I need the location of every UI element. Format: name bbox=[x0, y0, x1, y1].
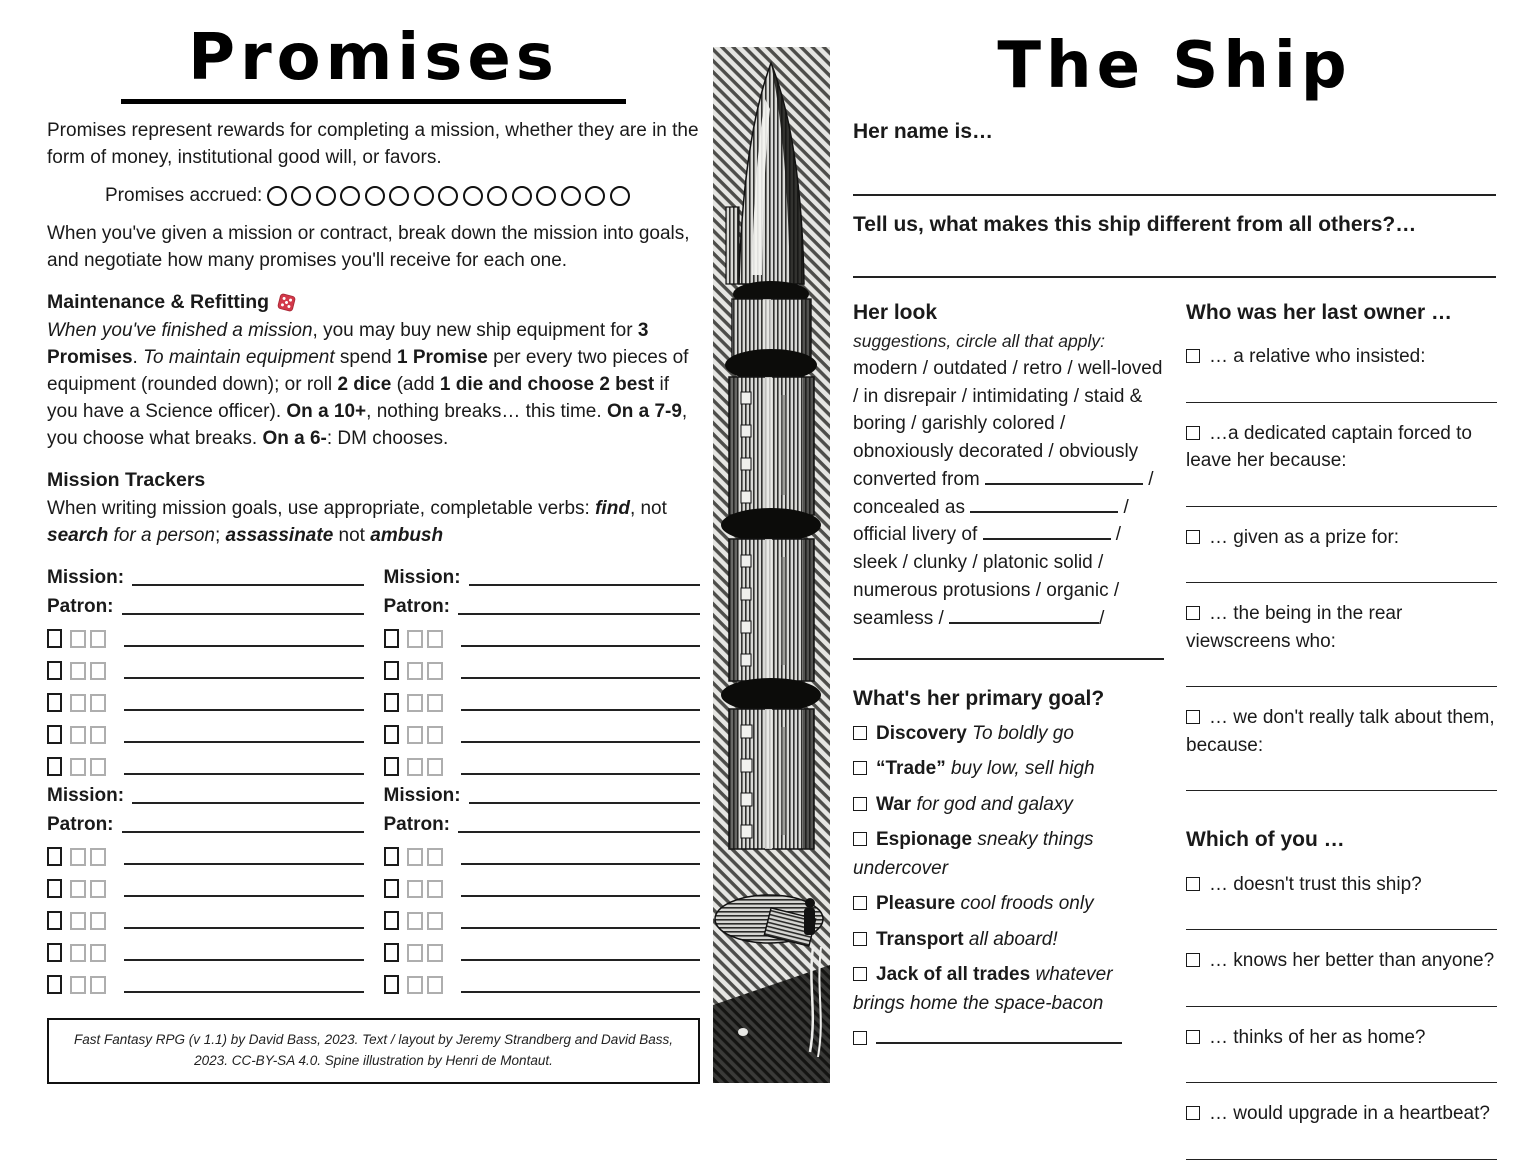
goal-checkbox[interactable] bbox=[47, 661, 62, 680]
promise-checkbox[interactable] bbox=[427, 976, 443, 994]
mission-block bbox=[47, 560, 364, 778]
mission-breakdown-text: When you've given a mission or contract, break down the mission into goals, and negotiate how many promises you'll receive for each one. bbox=[47, 223, 690, 272]
goal-field[interactable] bbox=[461, 895, 701, 897]
promise-checkbox[interactable] bbox=[90, 630, 106, 648]
patron-label-row: Patron: bbox=[47, 589, 364, 618]
goal-field[interactable] bbox=[461, 991, 701, 993]
mission-block bbox=[47, 778, 364, 996]
goal-row bbox=[384, 836, 701, 868]
promise-checkbox[interactable] bbox=[407, 694, 423, 712]
goal-row bbox=[384, 650, 701, 682]
which-of-you-field[interactable] bbox=[1186, 1006, 1497, 1007]
goal-option-checkbox[interactable] bbox=[853, 761, 867, 775]
mission-block bbox=[384, 778, 701, 996]
patron-label-row: Patron: bbox=[384, 589, 701, 618]
ship-left-column bbox=[853, 300, 1164, 1054]
goal-field[interactable] bbox=[461, 863, 701, 865]
goal-option-checkbox[interactable] bbox=[853, 967, 867, 981]
credits-footer: Fast Fantasy RPG (v 1.1) by David Bass, 2023. Text / layout by Jeremy Strandberg and David Bass, 2023. CC-BY-SA 4.0. Spine illustration by Henri de Montaut. bbox=[47, 1018, 700, 1084]
promise-checkbox[interactable] bbox=[407, 630, 423, 648]
goal-option: War for god and galaxy bbox=[853, 791, 1164, 820]
goal-checkbox[interactable] bbox=[47, 693, 62, 712]
promise-circle[interactable] bbox=[585, 186, 605, 206]
goal-option: Espionage sneaky things undercover bbox=[853, 829, 1094, 879]
goal-checkbox[interactable] bbox=[384, 693, 399, 712]
red-die-icon bbox=[276, 292, 297, 313]
last-owner-checkbox[interactable] bbox=[1186, 530, 1200, 544]
promise-checkbox[interactable] bbox=[70, 944, 86, 962]
promise-checkbox[interactable] bbox=[427, 630, 443, 648]
patron-field[interactable] bbox=[458, 613, 700, 615]
goal-row bbox=[47, 650, 364, 682]
ship-right-column bbox=[1186, 300, 1497, 1160]
maintenance-body: When you've finished a mission, you may buy new ship equipment for 3 Promises. To maintain equipment spend 1 Promise per every two pieces of equipment (rounded down); or roll 2 dice (add 1 die and choose 2 best if you have a Science officer). On a 10+, nothing breaks… this time. On a 7-9, you choose what breaks. On a 6-: DM chooses. bbox=[47, 320, 689, 450]
promise-checkbox[interactable] bbox=[427, 694, 443, 712]
promises-title: Promises bbox=[188, 21, 559, 95]
promise-checkbox[interactable] bbox=[407, 880, 423, 898]
goal-option-checkbox[interactable] bbox=[853, 932, 867, 946]
goal-row bbox=[384, 618, 701, 650]
promise-checkbox[interactable] bbox=[90, 726, 106, 744]
last-owner-item: … a relative who insisted: bbox=[1186, 343, 1497, 371]
promise-circle[interactable] bbox=[267, 186, 287, 206]
goal-option: Pleasure cool froods only bbox=[853, 890, 1164, 919]
promise-checkbox[interactable] bbox=[427, 944, 443, 962]
which-of-you-field[interactable] bbox=[1186, 929, 1497, 930]
goal-checkbox[interactable] bbox=[47, 629, 62, 648]
goal-option-checkbox[interactable] bbox=[853, 832, 867, 846]
goal-field[interactable] bbox=[124, 741, 364, 743]
last-owner-field[interactable] bbox=[1186, 582, 1497, 583]
ship-title: The Ship bbox=[997, 29, 1352, 103]
last-owner-item: … the being in the rear viewscreens who: bbox=[1186, 603, 1403, 652]
goal-checkbox[interactable] bbox=[47, 757, 62, 776]
patron-field[interactable] bbox=[122, 613, 364, 615]
promise-checkbox[interactable] bbox=[407, 976, 423, 994]
goal-row bbox=[384, 964, 701, 996]
goal-option: Jack of all trades whatever brings home the space-bacon bbox=[853, 964, 1113, 1014]
goal-checkbox[interactable] bbox=[384, 943, 399, 962]
goal-row bbox=[384, 714, 701, 746]
promises-accrued-row bbox=[47, 185, 700, 207]
last-owner-checkbox[interactable] bbox=[1186, 710, 1200, 724]
mission-field[interactable] bbox=[469, 584, 700, 586]
goal-checkbox[interactable] bbox=[47, 725, 62, 744]
promise-checkbox[interactable] bbox=[407, 726, 423, 744]
goal-field[interactable] bbox=[461, 677, 701, 679]
ship-columns bbox=[853, 300, 1496, 1160]
goal-checkbox[interactable] bbox=[384, 911, 399, 930]
promise-checkbox[interactable] bbox=[70, 630, 86, 648]
ship-page bbox=[853, 29, 1496, 1160]
promise-circle[interactable] bbox=[610, 186, 630, 206]
her-look-options[interactable]: modern / outdated / retro / well-loved / in disrepair / intimidating / staid & boring / garishly colored / obnoxiously decorated / obviously converted from / concealed as / official livery of / sleek / clunky / platonic solid / numerous protusions / organic / seamless / / bbox=[853, 358, 1163, 629]
goal-field[interactable] bbox=[461, 741, 701, 743]
different-label: Tell us, what makes this ship different from all others?… bbox=[853, 212, 1417, 236]
promise-circle[interactable] bbox=[487, 186, 507, 206]
last-owner-checkbox[interactable] bbox=[1186, 349, 1200, 363]
maintenance-heading-row bbox=[47, 291, 700, 314]
promise-checkbox[interactable] bbox=[427, 662, 443, 680]
which-of-you-item: … doesn't trust this ship? bbox=[1186, 871, 1497, 899]
which-of-you-checkbox[interactable] bbox=[1186, 1106, 1200, 1120]
promise-checkbox[interactable] bbox=[90, 944, 106, 962]
goal-checkbox[interactable] bbox=[47, 943, 62, 962]
goal-option-checkbox[interactable] bbox=[853, 726, 867, 740]
goal-checkbox[interactable] bbox=[384, 661, 399, 680]
promise-checkbox[interactable] bbox=[70, 662, 86, 680]
goal-checkbox[interactable] bbox=[384, 879, 399, 898]
goal-field[interactable] bbox=[124, 927, 364, 929]
her-look-heading: Her look bbox=[853, 300, 938, 324]
patron-field[interactable] bbox=[122, 831, 364, 833]
promises-intro: Promises represent rewards for completing a mission, whether they are in the form of money, institutional good will, or favors. bbox=[47, 120, 699, 169]
goal-row bbox=[47, 618, 364, 650]
promise-circle[interactable] bbox=[340, 186, 360, 206]
promise-checkbox[interactable] bbox=[427, 758, 443, 776]
goal-option: “Trade” buy low, sell high bbox=[853, 755, 1164, 784]
promises-accrued-label: Promises accrued: bbox=[105, 185, 263, 207]
promise-checkbox[interactable] bbox=[70, 694, 86, 712]
which-of-you-item: … would upgrade in a heartbeat? bbox=[1186, 1100, 1497, 1128]
goal-field[interactable] bbox=[124, 709, 364, 711]
promise-checkbox[interactable] bbox=[407, 758, 423, 776]
her-name-label: Her name is… bbox=[853, 120, 994, 144]
goal-checkbox[interactable] bbox=[384, 847, 399, 866]
mission-field[interactable] bbox=[132, 802, 363, 804]
promise-checkbox[interactable] bbox=[70, 848, 86, 866]
which-of-you-heading: Which of you … bbox=[1186, 828, 1345, 852]
goal-row bbox=[47, 964, 364, 996]
goal-row bbox=[384, 682, 701, 714]
goal-option-checkbox[interactable] bbox=[853, 1031, 867, 1045]
patron-label-row: Patron: bbox=[47, 807, 364, 836]
her-look-field[interactable] bbox=[853, 644, 1164, 660]
goal-option-checkbox[interactable] bbox=[853, 797, 867, 811]
goal-checkbox[interactable] bbox=[384, 975, 399, 994]
goal-option-writein bbox=[853, 1025, 1164, 1054]
last-owner-item: …a dedicated captain forced to leave her because: bbox=[1186, 422, 1473, 472]
promise-checkbox[interactable] bbox=[70, 726, 86, 744]
mission-label-row: Mission: bbox=[47, 778, 364, 807]
promise-checkbox[interactable] bbox=[407, 848, 423, 866]
her-look-subheading: suggestions, circle all that apply: bbox=[853, 331, 1105, 352]
goal-row bbox=[47, 746, 364, 778]
rocket-upper-collar bbox=[725, 299, 817, 381]
promise-checkbox[interactable] bbox=[407, 944, 423, 962]
last-owner-field[interactable] bbox=[1186, 506, 1497, 507]
title-underline bbox=[121, 99, 626, 104]
promise-circle[interactable] bbox=[365, 186, 385, 206]
promise-checkbox[interactable] bbox=[90, 662, 106, 680]
patron-label-row: Patron: bbox=[384, 807, 701, 836]
promises-page bbox=[47, 21, 700, 1084]
goal-writein-field[interactable] bbox=[876, 1029, 1122, 1044]
promise-checkbox[interactable] bbox=[427, 848, 443, 866]
goal-row bbox=[47, 932, 364, 964]
goal-row bbox=[47, 682, 364, 714]
mission-label-row: Mission: bbox=[47, 560, 364, 589]
goal-option: Transport all aboard! bbox=[853, 926, 1164, 955]
promise-checkbox[interactable] bbox=[427, 726, 443, 744]
goal-checkbox[interactable] bbox=[47, 847, 62, 866]
promise-circle[interactable] bbox=[316, 186, 336, 206]
promise-checkbox[interactable] bbox=[90, 694, 106, 712]
promise-checkbox[interactable] bbox=[407, 912, 423, 930]
promise-checkbox[interactable] bbox=[90, 976, 106, 994]
goal-row bbox=[384, 746, 701, 778]
goal-checkbox[interactable] bbox=[47, 879, 62, 898]
spine-illustration bbox=[713, 47, 830, 1083]
goal-checkbox[interactable] bbox=[47, 975, 62, 994]
different-field[interactable] bbox=[853, 238, 1496, 278]
goal-option: Discovery To boldly go bbox=[853, 720, 1164, 749]
mission-field[interactable] bbox=[132, 584, 363, 586]
rocket-body-segments bbox=[721, 377, 821, 849]
mission-field[interactable] bbox=[469, 802, 700, 804]
which-of-you-checkbox[interactable] bbox=[1186, 953, 1200, 967]
goal-field[interactable] bbox=[461, 927, 701, 929]
goal-row bbox=[47, 868, 364, 900]
last-owner-checkbox[interactable] bbox=[1186, 606, 1200, 620]
promise-checkbox[interactable] bbox=[90, 848, 106, 866]
goal-field[interactable] bbox=[461, 959, 701, 961]
promise-checkbox[interactable] bbox=[90, 758, 106, 776]
promise-circle[interactable] bbox=[463, 186, 483, 206]
promise-checkbox[interactable] bbox=[90, 880, 106, 898]
primary-goal-heading: What's her primary goal? bbox=[853, 687, 1105, 711]
goal-row bbox=[384, 900, 701, 932]
goal-field[interactable] bbox=[461, 709, 701, 711]
promise-circle[interactable] bbox=[512, 186, 532, 206]
which-of-you-field[interactable] bbox=[1186, 1082, 1497, 1083]
goal-row bbox=[47, 836, 364, 868]
goal-checkbox[interactable] bbox=[384, 757, 399, 776]
ship-name-field[interactable] bbox=[853, 146, 1496, 196]
mission-tracker-grid bbox=[47, 560, 700, 996]
which-of-you-item: … thinks of her as home? bbox=[1186, 1024, 1497, 1052]
goal-checkbox[interactable] bbox=[384, 725, 399, 744]
mission-block bbox=[384, 560, 701, 778]
promise-circles[interactable] bbox=[262, 186, 630, 206]
which-of-you-checkbox[interactable] bbox=[1186, 877, 1200, 891]
promise-checkbox[interactable] bbox=[407, 662, 423, 680]
mission-trackers-heading: Mission Trackers bbox=[47, 468, 206, 491]
promise-checkbox[interactable] bbox=[70, 912, 86, 930]
last-owner-field[interactable] bbox=[1186, 790, 1497, 791]
promise-circle[interactable] bbox=[561, 186, 581, 206]
promise-circle[interactable] bbox=[291, 186, 311, 206]
goal-row bbox=[384, 868, 701, 900]
goal-row bbox=[47, 714, 364, 746]
goal-option-checkbox[interactable] bbox=[853, 896, 867, 910]
last-owner-heading: Who was her last owner … bbox=[1186, 300, 1453, 324]
last-owner-checkbox[interactable] bbox=[1186, 426, 1200, 440]
goal-checkbox[interactable] bbox=[384, 629, 399, 648]
promise-checkbox[interactable] bbox=[70, 880, 86, 898]
goal-field[interactable] bbox=[124, 773, 364, 775]
goal-row bbox=[47, 900, 364, 932]
mission-trackers-body: When writing mission goals, use appropriate, completable verbs: find, not search for a person; assassinate not ambush bbox=[47, 497, 667, 546]
last-owner-item: … we don't really talk about them, because: bbox=[1186, 707, 1495, 756]
promise-circle[interactable] bbox=[438, 186, 458, 206]
goal-checkbox[interactable] bbox=[47, 911, 62, 930]
promise-checkbox[interactable] bbox=[427, 880, 443, 898]
which-of-you-checkbox[interactable] bbox=[1186, 1030, 1200, 1044]
goal-field[interactable] bbox=[124, 863, 364, 865]
mission-label-row: Mission: bbox=[384, 778, 701, 807]
patron-field[interactable] bbox=[458, 831, 700, 833]
goal-field[interactable] bbox=[124, 959, 364, 961]
mission-label-row: Mission: bbox=[384, 560, 701, 589]
goal-field[interactable] bbox=[124, 991, 364, 993]
last-owner-field[interactable] bbox=[1186, 402, 1497, 403]
goal-field[interactable] bbox=[124, 895, 364, 897]
goal-field[interactable] bbox=[461, 645, 701, 647]
goal-row bbox=[384, 932, 701, 964]
goal-field[interactable] bbox=[124, 645, 364, 647]
promise-circle[interactable] bbox=[414, 186, 434, 206]
which-of-you-item: … knows her better than anyone? bbox=[1186, 947, 1497, 975]
promise-checkbox[interactable] bbox=[70, 758, 86, 776]
promise-checkbox[interactable] bbox=[70, 976, 86, 994]
maintenance-heading: Maintenance & Refitting bbox=[47, 291, 270, 314]
last-owner-field[interactable] bbox=[1186, 686, 1497, 687]
last-owner-item: … given as a prize for: bbox=[1186, 524, 1497, 552]
promise-circle[interactable] bbox=[389, 186, 409, 206]
promise-checkbox[interactable] bbox=[427, 912, 443, 930]
promise-checkbox[interactable] bbox=[90, 912, 106, 930]
goal-field[interactable] bbox=[124, 677, 364, 679]
goal-field[interactable] bbox=[461, 773, 701, 775]
promise-circle[interactable] bbox=[536, 186, 556, 206]
